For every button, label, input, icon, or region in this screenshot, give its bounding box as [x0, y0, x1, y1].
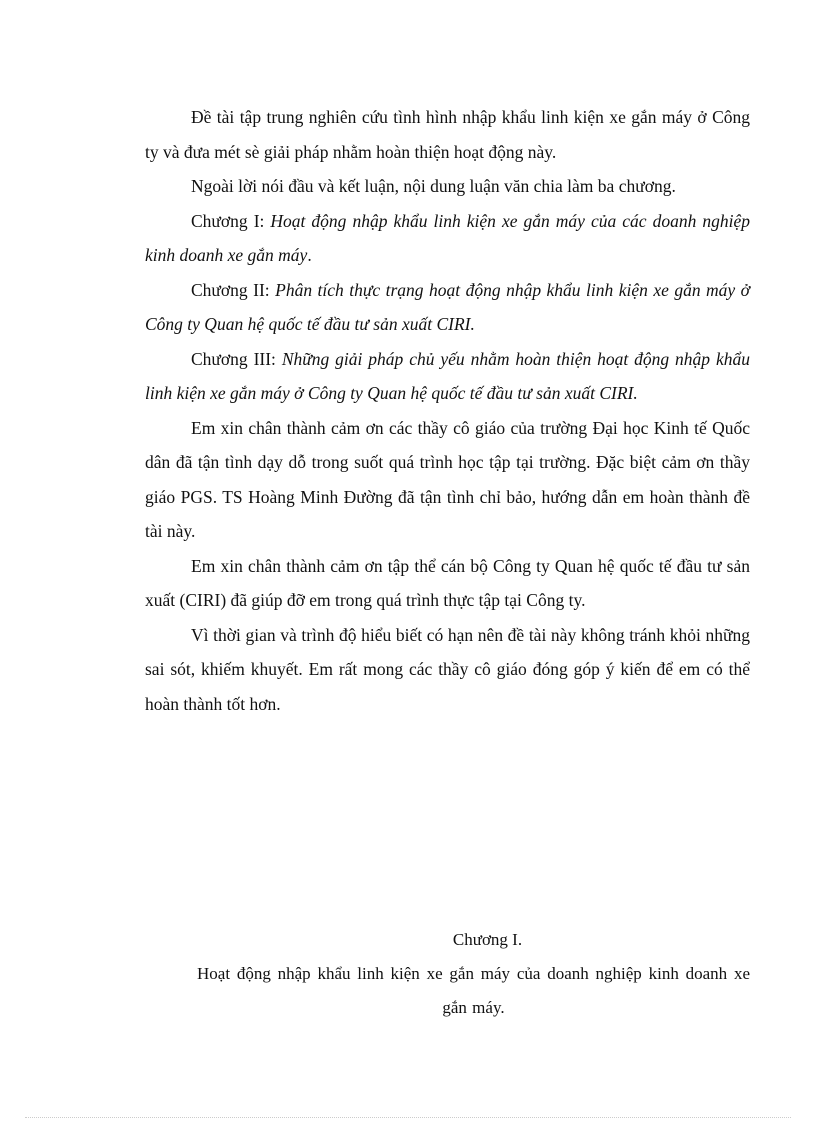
paragraph-apology: Vì thời gian và trình độ hiểu biết có hạn nên đề tài này không tránh khỏi những sai sót, khiếm khuyết. Em rất mong các thầy cô giáo đóng góp ý kiến để em có thể hoàn thành tốt hơn.	[145, 624, 750, 714]
paragraph-topic: Đề tài tập trung nghiên cứu tình hình nhập khẩu linh kiện xe gắn máy ở Công ty và đưa mét sè giải pháp nhằm hoàn thiện hoạt động này.	[145, 107, 750, 162]
paragraph-chapter-3	[145, 342, 750, 411]
chapter-subtitle: Hoạt động nhập khẩu linh kiện xe gắn máy của doanh nghiệp kinh doanh xe gắn máy.	[197, 964, 750, 1017]
chapter-3-italic-title: Những giải pháp chủ yếu nhằm hoàn thiện hoạt động nhập khẩu linh kiện xe gắn máy ở Công ty Quan hệ quốc tế đầu tư sản xuất CIRI.	[145, 348, 750, 403]
page-bottom-divider	[25, 1117, 791, 1118]
paragraph-thanks-teachers: Em xin chân thành cảm ơn các thầy cô giáo của trường Đại học Kinh tế Quốc dân đã tận tình dạy dỗ trong suốt quá trình học tập tại trường. Đặc biệt cảm ơn thầy giáo PGS. TS Hoàng Minh Đường đã tận tình chỉ bảo, hướng dẫn em hoàn thành đề tài này.	[145, 417, 750, 541]
chapter-heading-block	[145, 923, 750, 1025]
chapter-1-tail: .	[307, 245, 312, 265]
chapter-2-label: Chương II:	[191, 279, 276, 300]
paragraph-chapter-2	[145, 273, 750, 342]
chapter-title: Chương I.	[452, 930, 523, 949]
paragraph-chapter-1	[145, 204, 750, 273]
chapter-1-label: Chương I:	[191, 210, 271, 231]
paragraph-thanks-company: Em xin chân thành cảm ơn tập thể cán bộ Công ty Quan hệ quốc tế đầu tư sản xuất (CIRI) đã giúp đỡ em trong quá trình thực tập tại Công ty.	[145, 555, 750, 610]
document-body	[145, 100, 750, 721]
chapter-3-label: Chương III:	[191, 348, 282, 369]
chapter-1-italic-title: Hoạt động nhập khẩu linh kiện xe gắn máy của các doanh nghiệp kinh doanh xe gắn máy	[145, 210, 750, 265]
paragraph-structure: Ngoài lời nói đầu và kết luận, nội dung luận văn chia làm ba chương.	[191, 176, 676, 196]
chapter-2-italic-title: Phân tích thực trạng hoạt động nhập khẩu linh kiện xe gắn máy ở Công ty Quan hệ quốc tế đầu tư sản xuất CIRI.	[145, 279, 750, 334]
